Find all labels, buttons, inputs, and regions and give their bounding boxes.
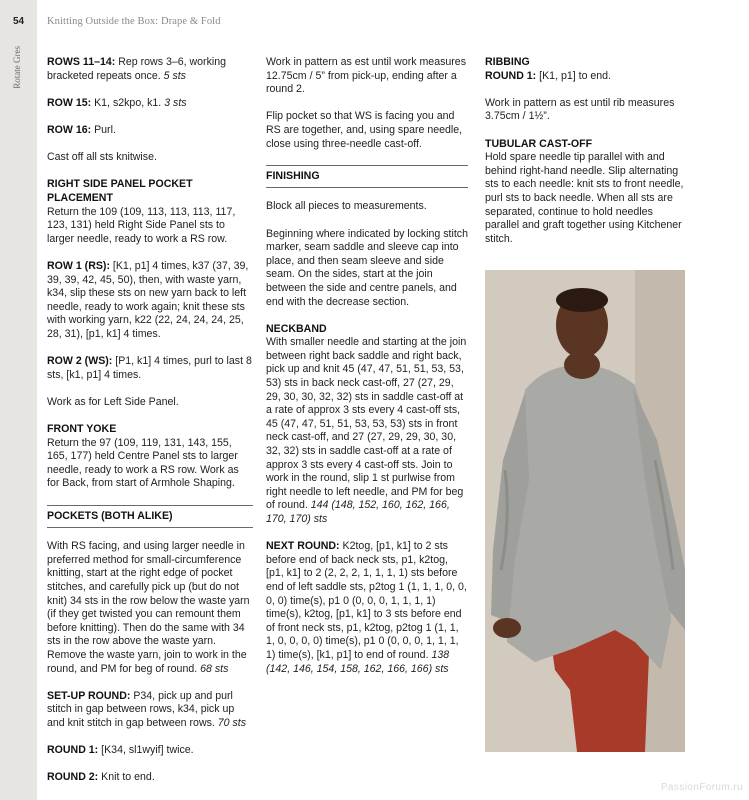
section-heading: RIBBING [485,56,530,68]
section-heading: RIGHT SIDE PANEL POCKET PLACEMENT [47,178,193,204]
instruction-text: Flip pocket so that WS is facing you and RS are together, and, using spare needle, close using three-needle cast-off. [266,110,463,150]
instruction-text: [K1, p1] 4 times, k37 (37, 39, 39, 39, 42, 45, 50), then, with waste yarn, k34, slip these sts on new yarn back to left needle, ready to work again; knit these sts with working yarn, k22 (22, 24, 24, 24, 25, 28, 31), [p1, k1] 4 times. [47,259,249,340]
paragraph [47,540,253,676]
section-heading: TUBULAR CAST-OFF [485,137,593,150]
instruction-text: Knit to end. [98,771,155,784]
section-heading: FINISHING [266,165,468,189]
instruction-text: K2tog, [p1, k1] to 2 sts before end of back neck sts, p1, k2tog, [p1, k1] to 2 (2, 2, 2, 1, 1, 1, 1) sts before end of left saddle sts, p2tog 1 (1, 1, 1, 0, 0, 0, 0) time(s), p1 0 (0, 0, 0, 1, 1, 1, 1) time(s), k2tog, [p1, k1] to 3 sts before end of front neck sts, p1, k2tog, p2tog 1 (1, 1, 1, 0, 0, 0, 0) time(s), p1 0 (0, 0, 0, 1, 1, 1, 1) time(s), [k1, p1] to end of round. [266,540,467,661]
paragraph [266,200,468,214]
paragraph [47,423,253,491]
row-label: ROUND 2: [47,771,99,784]
stitch-count: 68 sts [200,662,229,675]
stitch-count: 70 sts [217,716,247,729]
row-label: ROW 15: [47,96,92,109]
stitch-count: 138 (142, 146, 154, 158, 162, 166, 166) sts [266,648,450,675]
paragraph [485,56,685,83]
instruction-text: Purl. [91,123,116,136]
watermark: PassionForum.ru [660,782,743,793]
paragraph [266,540,468,676]
instruction-text: Work as for Left Side Panel. [47,395,179,408]
row-label: NEXT ROUND: [266,540,340,553]
instruction-text: [P1, k1] 4 times, purl to last 8 sts, [k1, p1] 4 times. [47,355,252,381]
row-label: ROWS 11–14: [47,56,116,68]
page-sidebar [0,0,37,800]
instruction-text: With RS facing, and using larger needle in preferred method for small-circumference knitting, start at the right edge of pocket stitches, and carefully pick up (but do not knit) 34 sts in the row below the waste yarn (if they get twisted you can remount them before knitting). Then do the same with 34 sts in the row above the waste yarn. Remove the waste yarn, join to work in the round, and PM for beg of round. [47,540,250,675]
paragraph [47,178,253,246]
row-label: ROW 1 (RS): [47,259,110,272]
paragraph [266,228,468,310]
instruction-text: K1, s2kpo, k1. [91,96,165,109]
photo-credit: Rotate Gres [12,46,22,89]
paragraph [266,323,468,527]
paragraph [47,151,253,165]
paragraph [47,771,253,785]
instruction-text: Work in pattern as est until work measures 12.75cm / 5” from pick-up, ending after a round 2. [266,56,466,96]
paragraph [47,56,253,83]
paragraph [266,56,468,97]
text-column-1 [47,56,253,798]
stitch-count: 3 sts [164,96,187,109]
model-photo [485,270,685,752]
paragraph [47,124,253,138]
instruction-text: Beginning where indicated by locking stitch marker, seam saddle and sleeve cap into place, and then seam sleeve and side seam. On the sides, start at the join between the side and centre panels, and end with the decrease section. [266,227,468,308]
running-head: Knitting Outside the Box: Drape & Fold [47,16,221,27]
section-heading: NECKBAND [266,322,327,335]
instruction-text: Hold spare needle tip parallel with and behind right-hand needle. Slip alternating sts to each needle: knit sts to front needle, purl sts to back needle. When all sts are separated, continue to hold needles parallel and graft together using Kitchener stitch. [485,151,684,245]
paragraph [47,97,253,111]
row-label: ROUND 1: [47,744,99,757]
hair [556,288,608,312]
stitch-count: 144 (148, 152, 160, 162, 166, 170, 170) sts [266,499,450,525]
instruction-text: Block all pieces to measurements. [266,200,427,213]
text-column-2 [266,56,468,690]
paragraph [47,690,253,731]
paragraph [266,110,468,151]
row-label: ROW 16: [47,123,92,136]
section-heading: POCKETS (BOTH ALIKE) [47,505,253,529]
instruction-text: Return the 97 (109, 119, 131, 143, 155, 165, 177) held Centre Panel sts to larger needle, ready to work a RS row. Work as for Back, from start of Armhole Shaping. [47,436,239,490]
instruction-text: Return the 109 (109, 113, 113, 113, 117, 123, 131) held Right Side Panel sts to larger needle, ready to work a RS row. [47,205,236,245]
instruction-text: P34, pick up and purl stitch in gap between rows, k34, pick up and knit stitch in gap between rows. [47,689,235,729]
paragraph [47,744,253,758]
row-label: SET-UP ROUND: [47,689,131,702]
instruction-text: Cast off all sts knitwise. [47,151,157,164]
paragraph [47,355,253,382]
paragraph [47,260,253,342]
section-heading: FRONT YOKE [47,423,117,436]
page-number: 54 [12,16,25,27]
row-label: ROUND 1: [485,69,537,82]
instruction-text: With smaller needle and starting at the join between right back saddle and right back, pick up and knit 45 (47, 47, 51, 51, 53, 53, 53) sts in back neck cast-off, 27 (27, 29, 29, 30, 30, 32, 32) sts in saddle cast-off at a rate of approx 3 sts every 4 cast-off sts, 45 (47, 47, 51, 51, 53, 53, 53) sts in front neck cast-off, and 27 (27, 29, 29, 30, 30, 32, 32) sts in saddle cast-off at a rate of approx 3 sts every 4 cast-off sts. Join to work in the round, slip 1 st purlwise from right needle to left needle, and PM for beg of round. [266,336,467,512]
instruction-text: Rep rows 3–6, working bracketed repeats once. [47,56,227,82]
hand [493,618,521,638]
instruction-text: Work in pattern as est until rib measures 3.75cm / 1½”. [485,96,675,123]
paragraph [485,138,685,247]
stitch-count: 5 sts [163,69,186,82]
text-column-3 [485,56,685,260]
instruction-text: [K34, sl1wyif] twice. [98,744,194,757]
instruction-text: [K1, p1] to end. [536,69,612,82]
row-label: ROW 2 (WS): [47,355,113,368]
paragraph [47,396,253,410]
paragraph [485,97,685,124]
